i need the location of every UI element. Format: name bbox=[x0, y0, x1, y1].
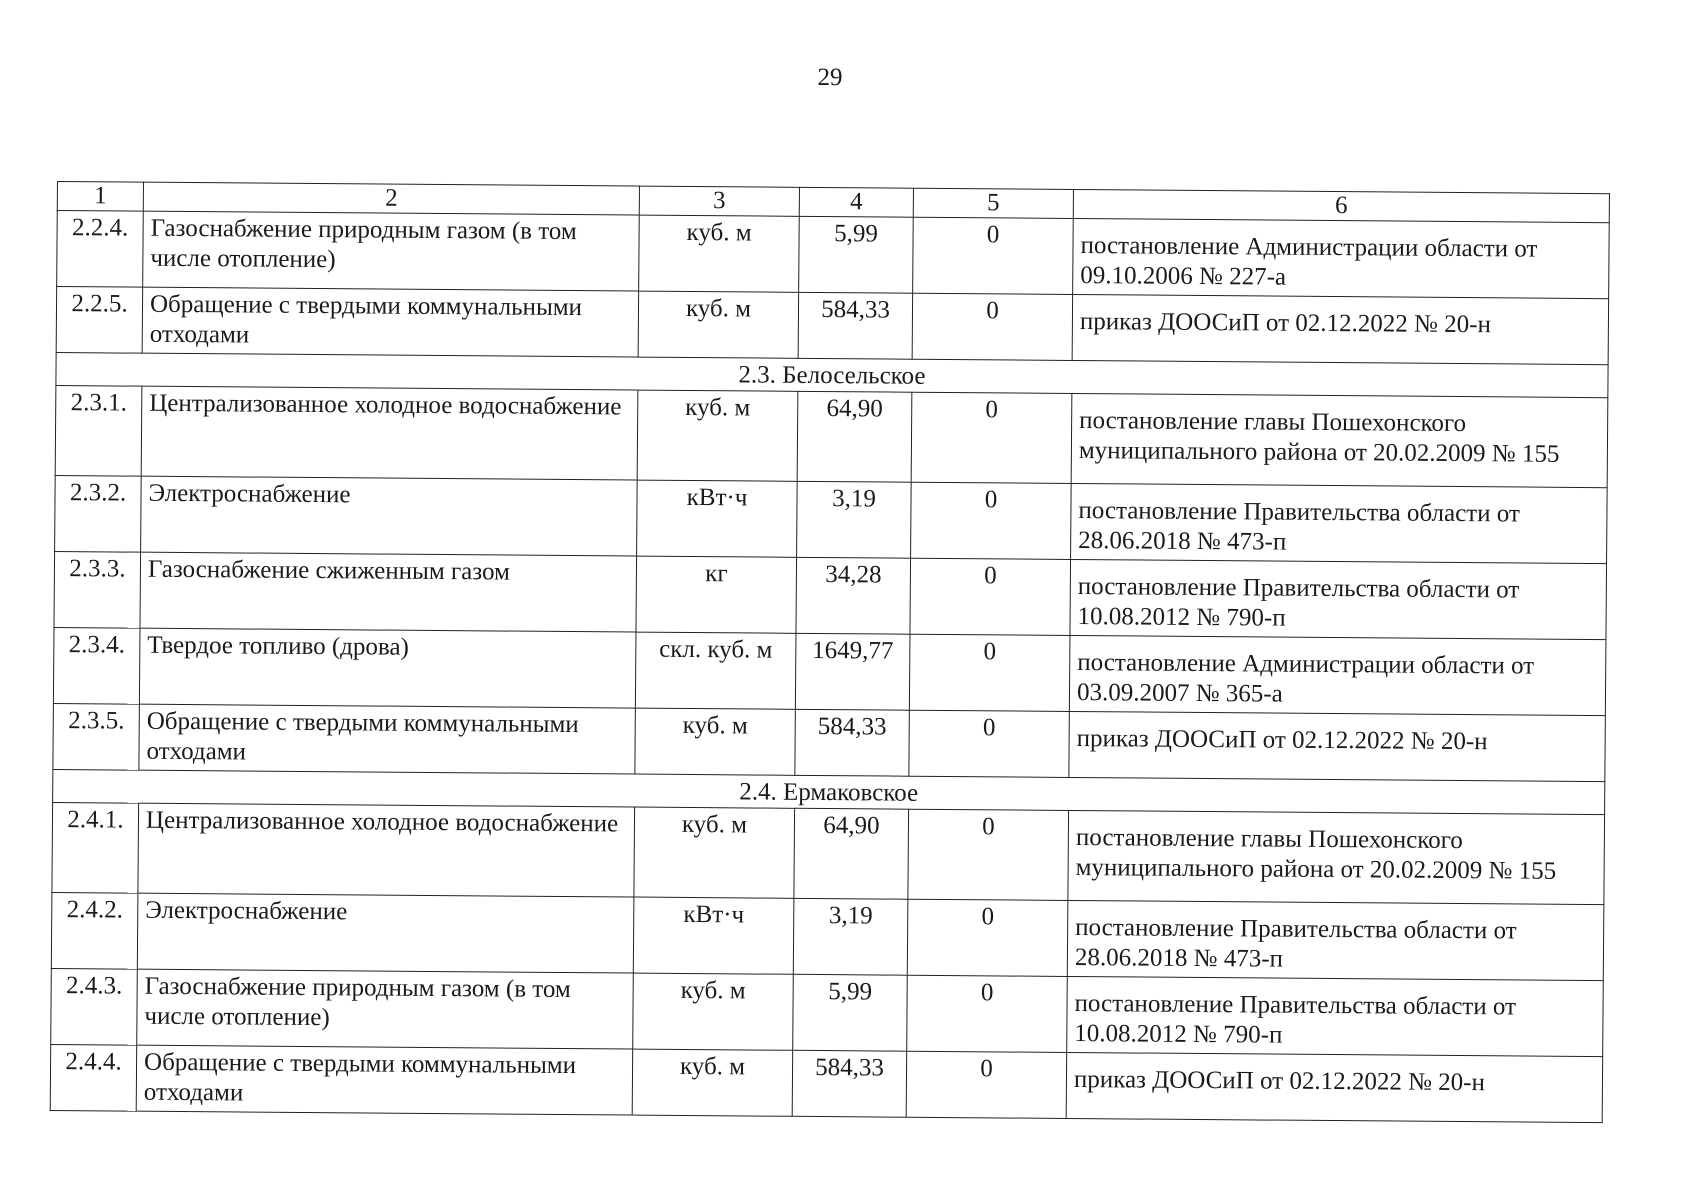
column-5-value: 0 bbox=[909, 710, 1070, 777]
service-name: Централизованное холодное водоснабжение bbox=[138, 803, 635, 897]
service-name: Обращение с твердыми коммунальными отходами bbox=[142, 287, 639, 357]
column-5-value: 0 bbox=[912, 293, 1073, 360]
row-number: 2.4.2. bbox=[51, 892, 138, 969]
legal-basis: постановление главы Пошехонского муниципального района от 20.02.2009 № 155 bbox=[1068, 810, 1605, 904]
legal-basis: постановление Правительства области от 10.08.2012 № 790-п bbox=[1067, 976, 1604, 1056]
norm-value: 584,33 bbox=[792, 1050, 907, 1117]
row-number: 2.4.4. bbox=[50, 1044, 137, 1111]
column-5-value: 0 bbox=[913, 217, 1074, 294]
tariff-table bbox=[50, 181, 1610, 1123]
table-row bbox=[56, 287, 1608, 365]
unit: кВт·ч bbox=[637, 480, 798, 557]
service-name: Газоснабжение природным газом (в том числе отопление) bbox=[137, 969, 634, 1049]
legal-basis: постановление главы Пошехонского муниципального района от 20.02.2009 № 155 bbox=[1071, 393, 1608, 487]
column-5-value: 0 bbox=[906, 1051, 1067, 1118]
legal-basis: приказ ДООСиП от 02.12.2022 № 20-н bbox=[1066, 1052, 1603, 1122]
table-row bbox=[51, 968, 1604, 1056]
service-name: Твердое топливо (дрова) bbox=[139, 628, 636, 708]
norm-value: 5,99 bbox=[799, 216, 914, 293]
table-row bbox=[52, 802, 1605, 904]
table-row bbox=[51, 892, 1604, 980]
unit: кг bbox=[636, 556, 797, 633]
row-number: 2.4.3. bbox=[51, 968, 138, 1045]
section-title: 2.3. Белосельское bbox=[56, 352, 1608, 397]
tariff-table-container bbox=[50, 181, 1609, 1123]
norm-value: 584,33 bbox=[798, 292, 913, 359]
unit: куб. м bbox=[634, 807, 795, 898]
page-number: 29 bbox=[817, 64, 843, 91]
service-name: Газоснабжение природным газом (в том числе отопление) bbox=[143, 211, 640, 291]
column-5-value: 0 bbox=[911, 392, 1072, 483]
row-number: 2.3.1. bbox=[55, 385, 142, 476]
legal-basis: постановление Правительства области от 28.06.2018 № 473-п bbox=[1071, 483, 1608, 563]
unit: кВт·ч bbox=[633, 897, 794, 974]
row-number: 2.3.5. bbox=[53, 703, 140, 770]
header-cell: 6 bbox=[1073, 189, 1609, 222]
column-5-value: 0 bbox=[908, 809, 1069, 900]
row-number: 2.2.5. bbox=[56, 287, 143, 354]
row-number: 2.3.3. bbox=[54, 551, 141, 628]
service-name: Газоснабжение сжиженным газом bbox=[140, 552, 637, 632]
unit: скл. куб. м bbox=[635, 632, 796, 709]
table-row bbox=[55, 475, 1608, 563]
table-row bbox=[57, 211, 1610, 299]
header-cell: 5 bbox=[913, 188, 1073, 218]
unit: куб. м bbox=[639, 215, 800, 292]
unit: куб. м bbox=[638, 291, 799, 358]
legal-basis: приказ ДООСиП от 02.12.2022 № 20-н bbox=[1072, 294, 1609, 364]
service-name: Обращение с твердыми коммунальными отходами bbox=[139, 704, 636, 774]
norm-value: 5,99 bbox=[793, 974, 908, 1051]
column-5-value: 0 bbox=[911, 482, 1072, 559]
column-5-value: 0 bbox=[909, 634, 1070, 711]
column-5-value: 0 bbox=[907, 899, 1068, 976]
header-cell: 4 bbox=[799, 187, 913, 217]
unit: куб. м bbox=[632, 1049, 793, 1116]
row-number: 2.3.2. bbox=[55, 475, 142, 552]
unit: куб. м bbox=[633, 973, 794, 1050]
service-name: Электроснабжение bbox=[141, 476, 638, 556]
header-cell: 3 bbox=[639, 186, 799, 216]
header-cell: 1 bbox=[57, 182, 143, 212]
norm-value: 1649,77 bbox=[795, 633, 910, 710]
column-5-value: 0 bbox=[907, 975, 1068, 1052]
column-5-value: 0 bbox=[910, 558, 1071, 635]
norm-value: 64,90 bbox=[794, 808, 909, 899]
table-row bbox=[55, 385, 1608, 487]
legal-basis: приказ ДООСиП от 02.12.2022 № 20-н bbox=[1069, 711, 1606, 781]
service-name: Обращение с твердыми коммунальными отходами bbox=[136, 1045, 633, 1115]
norm-value: 584,33 bbox=[795, 709, 910, 776]
row-number: 2.3.4. bbox=[53, 627, 140, 704]
table-row bbox=[53, 627, 1606, 715]
unit: куб. м bbox=[635, 708, 796, 775]
section-title: 2.4. Ермаковское bbox=[53, 769, 1605, 814]
table-row bbox=[50, 1044, 1602, 1122]
row-number: 2.2.4. bbox=[57, 211, 144, 288]
norm-value: 64,90 bbox=[797, 391, 912, 482]
unit: куб. м bbox=[637, 390, 798, 481]
service-name: Централизованное холодное водоснабжение bbox=[141, 386, 638, 480]
table-row bbox=[54, 551, 1607, 639]
legal-basis: постановление Правительства области от 10.08.2012 № 790-п bbox=[1070, 559, 1607, 639]
norm-value: 3,19 bbox=[797, 481, 912, 558]
row-number: 2.4.1. bbox=[52, 802, 139, 893]
norm-value: 34,28 bbox=[796, 557, 911, 634]
legal-basis: постановление Администрации области от 03.09.2007 № 365-а bbox=[1069, 635, 1606, 715]
service-name: Электроснабжение bbox=[137, 893, 634, 973]
legal-basis: постановление Администрации области от 09.10.2006 № 227-а bbox=[1073, 218, 1610, 298]
table-row bbox=[53, 703, 1605, 781]
legal-basis: постановление Правительства области от 28.06.2018 № 473-п bbox=[1067, 900, 1604, 980]
header-cell: 2 bbox=[143, 182, 639, 215]
norm-value: 3,19 bbox=[793, 898, 908, 975]
